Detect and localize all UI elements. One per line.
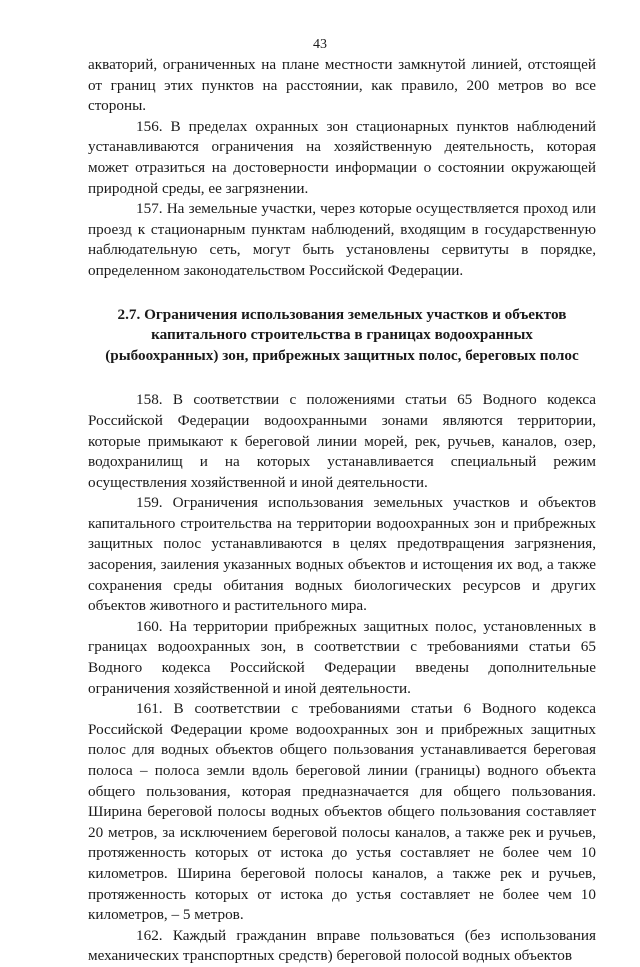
paragraph-156: 156. В пределах охранных зон стационарных пунктов наблюдений устанавливаются ограничения на хозяйственную деятельность, которая может отразиться на достоверности информации о состоянии окружающей природной среды, ее загрязнении. <box>88 117 596 197</box>
section-heading <box>88 305 596 367</box>
section-heading-line-3: (рыбоохранных) зон, прибрежных защитных полос, береговых полос <box>105 346 579 364</box>
paragraph-159: 159. Ограничения использования земельных участков и объектов капитального строительства на территории водоохранных зон и прибрежных защитных полос устанавливаются в целях предотвращения загрязнения, засорения, заиления указанных водных объектов и истощения их вод, а также сохранения среды обитания водных биологических ресурсов и других объектов животного и растительного мира. <box>88 494 596 615</box>
document-body <box>88 55 596 967</box>
paragraph-160: 160. На территории прибрежных защитных полос, установленных в границах водоохранных зон, в соответствии с требованиями статьи 65 Водного кодекса Российской Федерации введены дополнительные ограничения хозяйственной и иной деятельности. <box>88 617 596 697</box>
paragraph-158: 158. В соответствии с положениями статьи 65 Водного кодекса Российской Федерации водоохранными зонами являются территории, которые примыкают к береговой линии морей, рек, ручьев, каналов, озер, водохранилищ и на которых устанавливается специальный режим осуществления хозяйственной и иной деятельности. <box>88 391 596 491</box>
paragraph-157: 157. На земельные участки, через которые осуществляется проход или проезд к стационарным пунктам наблюдений, входящим в государственную наблюдательную сеть, могут быть установлены сервитуты в порядке, определенном законодательством Российской Федерации. <box>88 200 596 279</box>
paragraph-162: 162. Каждый гражданин вправе пользоваться (без использования механических транспортных средств) береговой полосой водных объектов <box>88 926 596 965</box>
paragraph-continuation: акваторий, ограниченных на плане местности замкнутой линией, отстоящей от границ этих пунктов на расстоянии, как правило, 200 метров во все стороны. <box>88 56 596 115</box>
page-number: 43 <box>313 37 327 52</box>
paragraph-161: 161. В соответствии с требованиями статьи 6 Водного кодекса Российской Федерации кроме водоохранных зон и прибрежных защитных полос для водных объектов общего пользования устанавливается береговая полоса – полоса земли вдоль береговой линии (границы) водного объекта общего пользования, которая предназначается для общего пользования. Ширина береговой полосы водных объектов общего пользования составляет 20 метров, за исключением береговой полосы каналов, а также рек и ручьев, протяженность которых от истока до устья составляет не более чем 10 километров. Ширина береговой полосы каналов, а также рек и ручьев, протяженность которых от истока до устья составляет не более чем 10 километров, – 5 метров. <box>88 700 596 924</box>
section-heading-line-2: капитального строительства в границах водоохранных <box>151 326 533 344</box>
section-heading-line-1: 2.7. Ограничения использования земельных участков и объектов <box>117 305 567 323</box>
